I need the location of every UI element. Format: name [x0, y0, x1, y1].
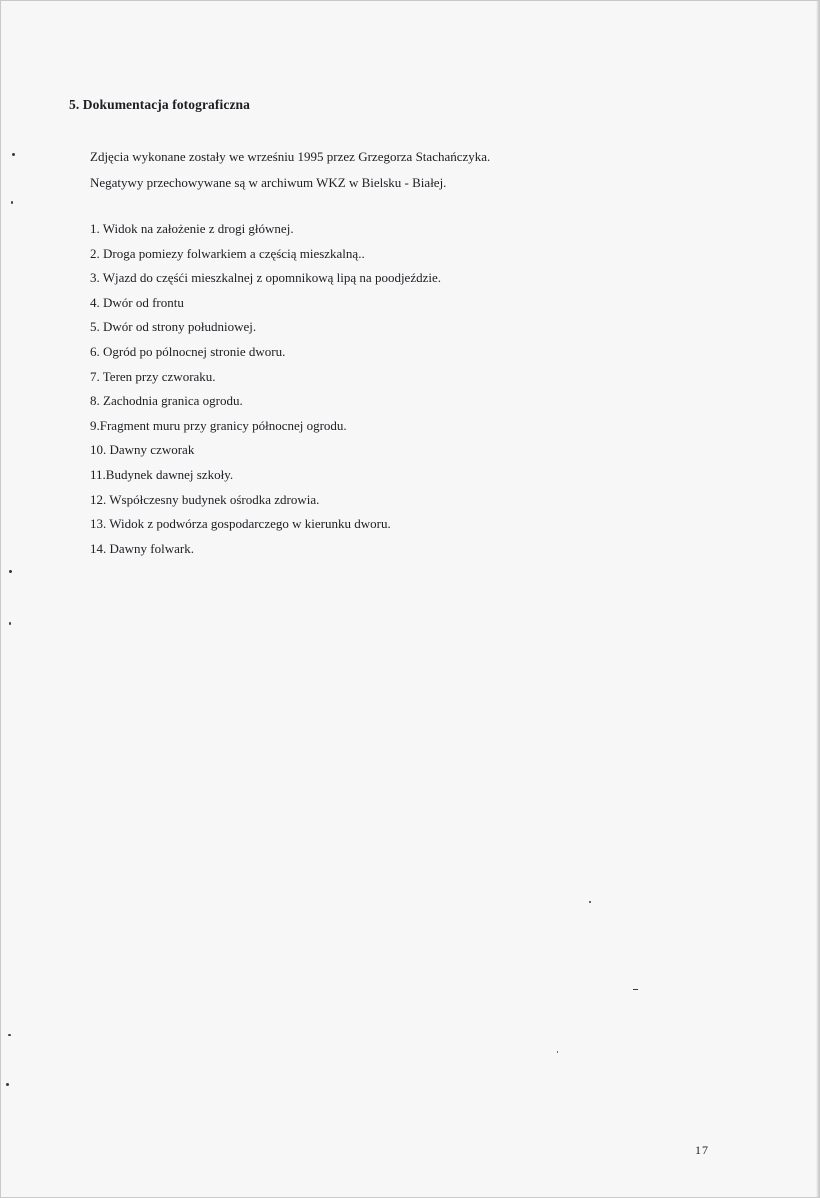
scan-speck [557, 1051, 558, 1053]
photo-list-item: 2. Droga pomiezy folwarkiem a częścią mieszkalną.. [90, 245, 365, 261]
photo-list-item: 13. Widok z podwórza gospodarczego w kierunku dworu. [90, 516, 391, 532]
photo-list-item: 1. Widok na założenie z drogi głównej. [90, 221, 294, 236]
scan-speck [6, 1083, 9, 1086]
scan-speck [9, 570, 12, 573]
photo-list-item: 4. Dwór od frontu [90, 294, 184, 310]
scan-speck [8, 1034, 11, 1036]
intro-line-2: Negatywy przechowywane są w archiwum WKZ w Bielsku - Białej. [90, 175, 447, 190]
page-edge-shadow [816, 1, 819, 1197]
photo-list-item: 9.Fragment muru przy granicy północnej ogrodu. [90, 417, 347, 433]
intro-line-1: Zdjęcia wykonane zostały we wrześniu 1995 przez Grzegorza Stachańczyka. [90, 149, 491, 164]
document-page [1, 1, 819, 1197]
scan-speck [11, 201, 13, 204]
photo-list-item: 14. Dawny folwark. [90, 540, 194, 556]
scan-speck [633, 989, 638, 990]
section-title: 5. Dokumentacja fotograficzna [69, 97, 250, 112]
photo-list-item: 6. Ogród po pólnocnej stronie dworu. [90, 343, 286, 359]
photo-list-item: 5. Dwór od strony południowej. [90, 319, 257, 335]
scan-speck [9, 622, 11, 625]
photo-list-item: 11.Budynek dawnej szkoły. [90, 466, 234, 482]
intro-paragraph [90, 144, 490, 196]
photo-list-item: 8. Zachodnia granica ogrodu. [90, 393, 243, 409]
photo-list-item: 3. Wjazd do częśći mieszkalnej z opomnikową lipą na poodjeździe. [90, 270, 441, 286]
page-number: 17 [695, 1143, 709, 1157]
photo-list-item: 7. Teren przy czworaku. [90, 368, 216, 384]
photo-list-item: 10. Dawny czworak [90, 442, 195, 458]
scan-speck [589, 901, 591, 903]
photo-list [90, 217, 441, 561]
photo-list-item: 12. Współczesny budynek ośrodka zdrowia. [90, 491, 320, 507]
scan-speck [12, 153, 15, 156]
